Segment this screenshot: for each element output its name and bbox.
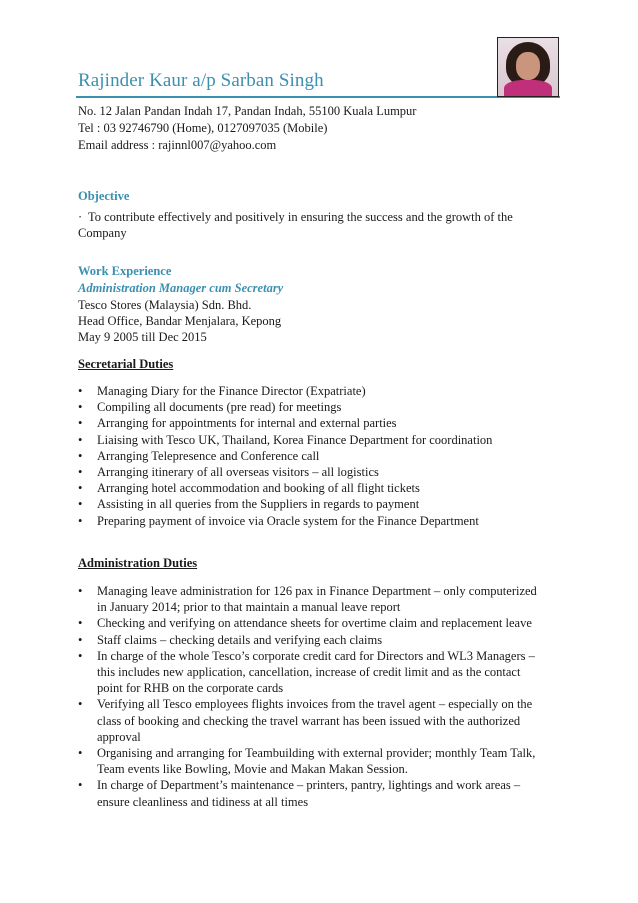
list-item: [78, 648, 548, 697]
bullet-icon: •: [78, 384, 83, 398]
list-item-text: Managing leave administration for 126 pax in Finance Department – only computerized in January 2014; prior to that maintain a manual leave report: [97, 584, 537, 615]
bullet-icon: •: [78, 697, 83, 712]
list-item-text: Preparing payment of invoice via Oracle system for the Finance Department: [97, 513, 479, 528]
list-item-text: Arranging Telepresence and Conference call: [97, 448, 320, 463]
list-item-text: Liaising with Tesco UK, Thailand, Korea Finance Department for coordination: [97, 432, 493, 447]
list-item: [78, 415, 548, 431]
telephone-line: Tel : 03 92746790 (Home), 0127097035 (Mobile): [78, 121, 328, 135]
bullet-icon: •: [78, 648, 83, 663]
objective-heading: Objective: [78, 189, 130, 203]
bullet-icon: •: [78, 400, 83, 415]
employment-period: May 9 2005 till Dec 2015: [78, 330, 207, 344]
photo-clothing: [504, 80, 552, 97]
candidate-name: Rajinder Kaur a/p Sarban Singh: [78, 70, 324, 91]
bullet-icon: •: [78, 584, 83, 598]
list-item: [78, 432, 548, 448]
objective-bullet: ·: [78, 210, 83, 224]
profile-photo: [497, 37, 559, 97]
list-item-text: Arranging itinerary of all overseas visitors – all logistics: [97, 465, 379, 480]
list-item: [78, 383, 548, 399]
work-experience-heading: Work Experience: [78, 264, 172, 278]
list-item: [78, 583, 548, 615]
list-item: [78, 464, 548, 480]
office-location: Head Office, Bandar Menjalara, Kepong: [78, 314, 282, 328]
bullet-icon: •: [78, 632, 83, 647]
objective-text: [78, 209, 548, 241]
list-item-text: In charge of the whole Tesco’s corporate credit card for Directors and WL3 Managers – this includes new application, cancellation, increase of credit limit and as the contact point for RHB on the corporate cards: [97, 648, 535, 696]
list-item: [78, 448, 548, 464]
list-item: [78, 399, 548, 415]
secretarial-duties-heading: Secretarial Duties: [78, 357, 174, 371]
list-item-text: Verifying all Tesco employees flights invoices from the travel agent – especially on the class of booking and checking the travel warrant has been issued with the authorized approval: [97, 697, 533, 744]
list-item-text: Arranging for appointments for internal and external parties: [97, 416, 397, 431]
list-item-text: Compiling all documents (pre read) for meetings: [97, 400, 342, 415]
bullet-icon: •: [78, 497, 83, 512]
list-item-text: Managing Diary for the Finance Director (Expatriate): [97, 384, 366, 398]
photo-face: [516, 52, 540, 80]
list-item-text: Staff claims – checking details and verifying each claims: [97, 632, 383, 647]
list-item: [78, 745, 548, 777]
bullet-icon: •: [78, 432, 83, 447]
list-item: [78, 632, 548, 648]
list-item: [78, 513, 548, 529]
list-item: [78, 696, 548, 745]
list-item-text: Organising and arranging for Teambuilding with external provider; monthly Team Talk, Team events like Bowling, Movie and Makan Makan Session.: [97, 746, 536, 777]
bullet-icon: •: [78, 416, 83, 431]
administration-duties-heading: Administration Duties: [78, 556, 198, 570]
address-line: No. 12 Jalan Pandan Indah 17, Pandan Indah, 55100 Kuala Lumpur: [78, 104, 417, 118]
email-line: Email address : rajinnl007@yahoo.com: [78, 138, 277, 152]
administration-duties-list: [78, 583, 548, 810]
header-divider: [76, 96, 560, 98]
list-item: [78, 496, 548, 512]
list-item-text: Arranging hotel accommodation and booking of all flight tickets: [97, 481, 420, 496]
bullet-icon: •: [78, 513, 83, 528]
secretarial-duties-list: [78, 383, 548, 529]
objective-body: To contribute effectively and positively in ensuring the success and the growth of the Company: [78, 210, 513, 240]
list-item-text: In charge of Department’s maintenance – printers, pantry, lightings and work areas – ensure cleanliness and tidiness at all times: [97, 778, 521, 809]
bullet-icon: •: [78, 778, 83, 793]
list-item: [78, 480, 548, 496]
bullet-icon: •: [78, 616, 83, 631]
bullet-icon: •: [78, 448, 83, 463]
bullet-icon: •: [78, 465, 83, 480]
list-item-text: Checking and verifying on attendance sheets for overtime claim and replacement leave: [97, 616, 532, 631]
list-item-text: Assisting in all queries from the Suppliers in regards to payment: [97, 497, 420, 512]
bullet-icon: •: [78, 481, 83, 496]
bullet-icon: •: [78, 746, 83, 761]
list-item: [78, 615, 548, 631]
job-title: Administration Manager cum Secretary: [78, 281, 284, 295]
list-item: [78, 777, 548, 809]
company-name: Tesco Stores (Malaysia) Sdn. Bhd.: [78, 298, 252, 312]
